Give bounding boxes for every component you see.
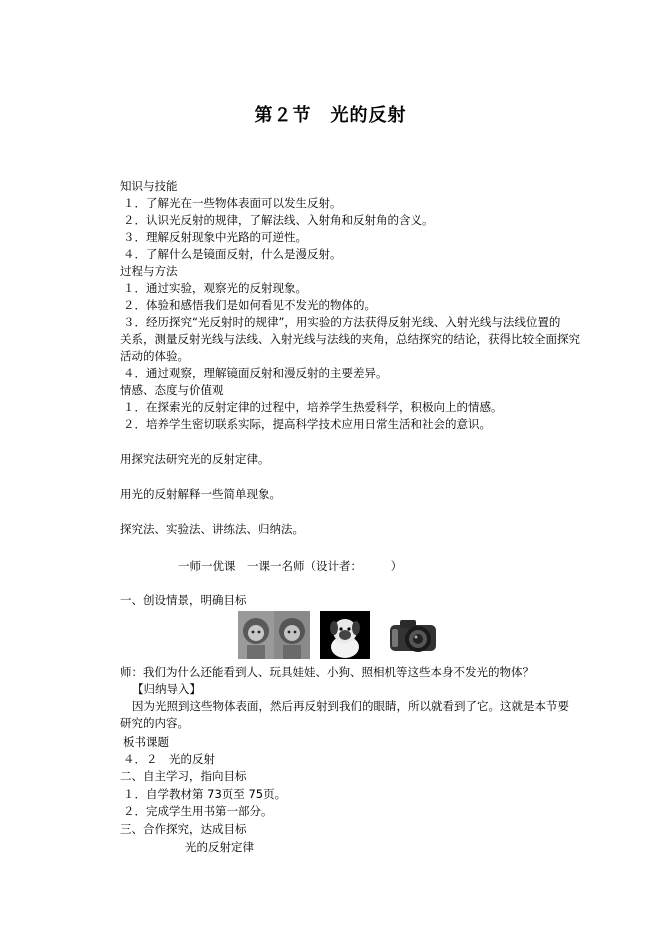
objective-line: ４．通过观察，理解镜面反射和漫反射的主要差异。: [123, 366, 388, 380]
summary-intro-heading: 【归纳导入】: [132, 682, 201, 696]
intro-images: [238, 611, 448, 659]
objective-line: １．通过实验，观察光的反射现象。: [123, 281, 307, 295]
board-title-heading: 板书课题: [123, 735, 169, 749]
objective-line: ２．体验和感悟我们是如何看见不发光的物体的。: [123, 298, 376, 312]
objective-line: ３．理解反射现象中光路的可逆性。: [123, 230, 307, 244]
teaching-methods: 探究法、实验法、讲练法、归纳法。: [120, 522, 304, 536]
difficult-point: 用光的反射解释一些简单现象。: [120, 487, 281, 501]
objective-line: 关系，测量反射光线与法线、入射光线与法线的夹角，总结探究的结论，获得比较全面探究: [120, 332, 580, 346]
puppy-photo: [320, 611, 370, 659]
objective-line: ３．经历探究“光反射时的规律”，用实验的方法获得反射光线、入射光线与法线位置的: [123, 315, 561, 329]
explanation-line: 因为光照到这些物体表面，然后再反射到我们的眼睛，所以就看到了它。这就是本节要: [132, 699, 569, 713]
heading-emotion-values: 情感、态度与价值观: [120, 383, 224, 397]
section-heading-2: 二、自主学习，指向目标: [120, 769, 247, 783]
subheading-reflection-law: 光的反射定律: [185, 840, 254, 854]
objective-line: 活动的体验。: [120, 349, 189, 363]
objective-line: １．在探索光的反射定律的过程中，培养学生热爱科学，积极向上的情感。: [123, 400, 503, 414]
objective-line: １．了解光在一些物体表面可以发生反射。: [123, 196, 342, 210]
section-heading-1: 一、创设情景，明确目标: [120, 593, 247, 607]
heading-process-methods: 过程与方法: [120, 264, 178, 278]
doll-twins-photo: [238, 611, 310, 659]
objective-line: ２．认识光反射的规律，了解法线、入射角和反射角的含义。: [123, 213, 434, 227]
key-point: 用探究法研究光的反射定律。: [120, 452, 270, 466]
objective-line: ４．了解什么是镜面反射，什么是漫反射。: [123, 247, 342, 261]
lesson-title: ４．２ 光的反射: [123, 752, 215, 766]
heading-knowledge-skills: 知识与技能: [120, 179, 178, 193]
page-title: 第２节 光的反射: [254, 105, 407, 126]
teacher-question: 师：我们为什么还能看到人、玩具娃娃、小狗、照相机等这些本身不发光的物体？: [120, 665, 534, 679]
camera-photo: [384, 611, 448, 659]
section-heading-3: 三、合作探究，达成目标: [120, 822, 247, 836]
study-step: ２．完成学生用书第一部分。: [123, 804, 273, 818]
study-step: １．自学教材第 73页至 75页。: [123, 787, 287, 801]
objective-line: ２．培养学生密切联系实际，提高科学技术应用日常生活和社会的意识。: [123, 417, 491, 431]
explanation-line: 研究的内容。: [120, 716, 189, 730]
designer-line: 一师一优课 一课一名师（设计者： ）: [178, 559, 403, 573]
